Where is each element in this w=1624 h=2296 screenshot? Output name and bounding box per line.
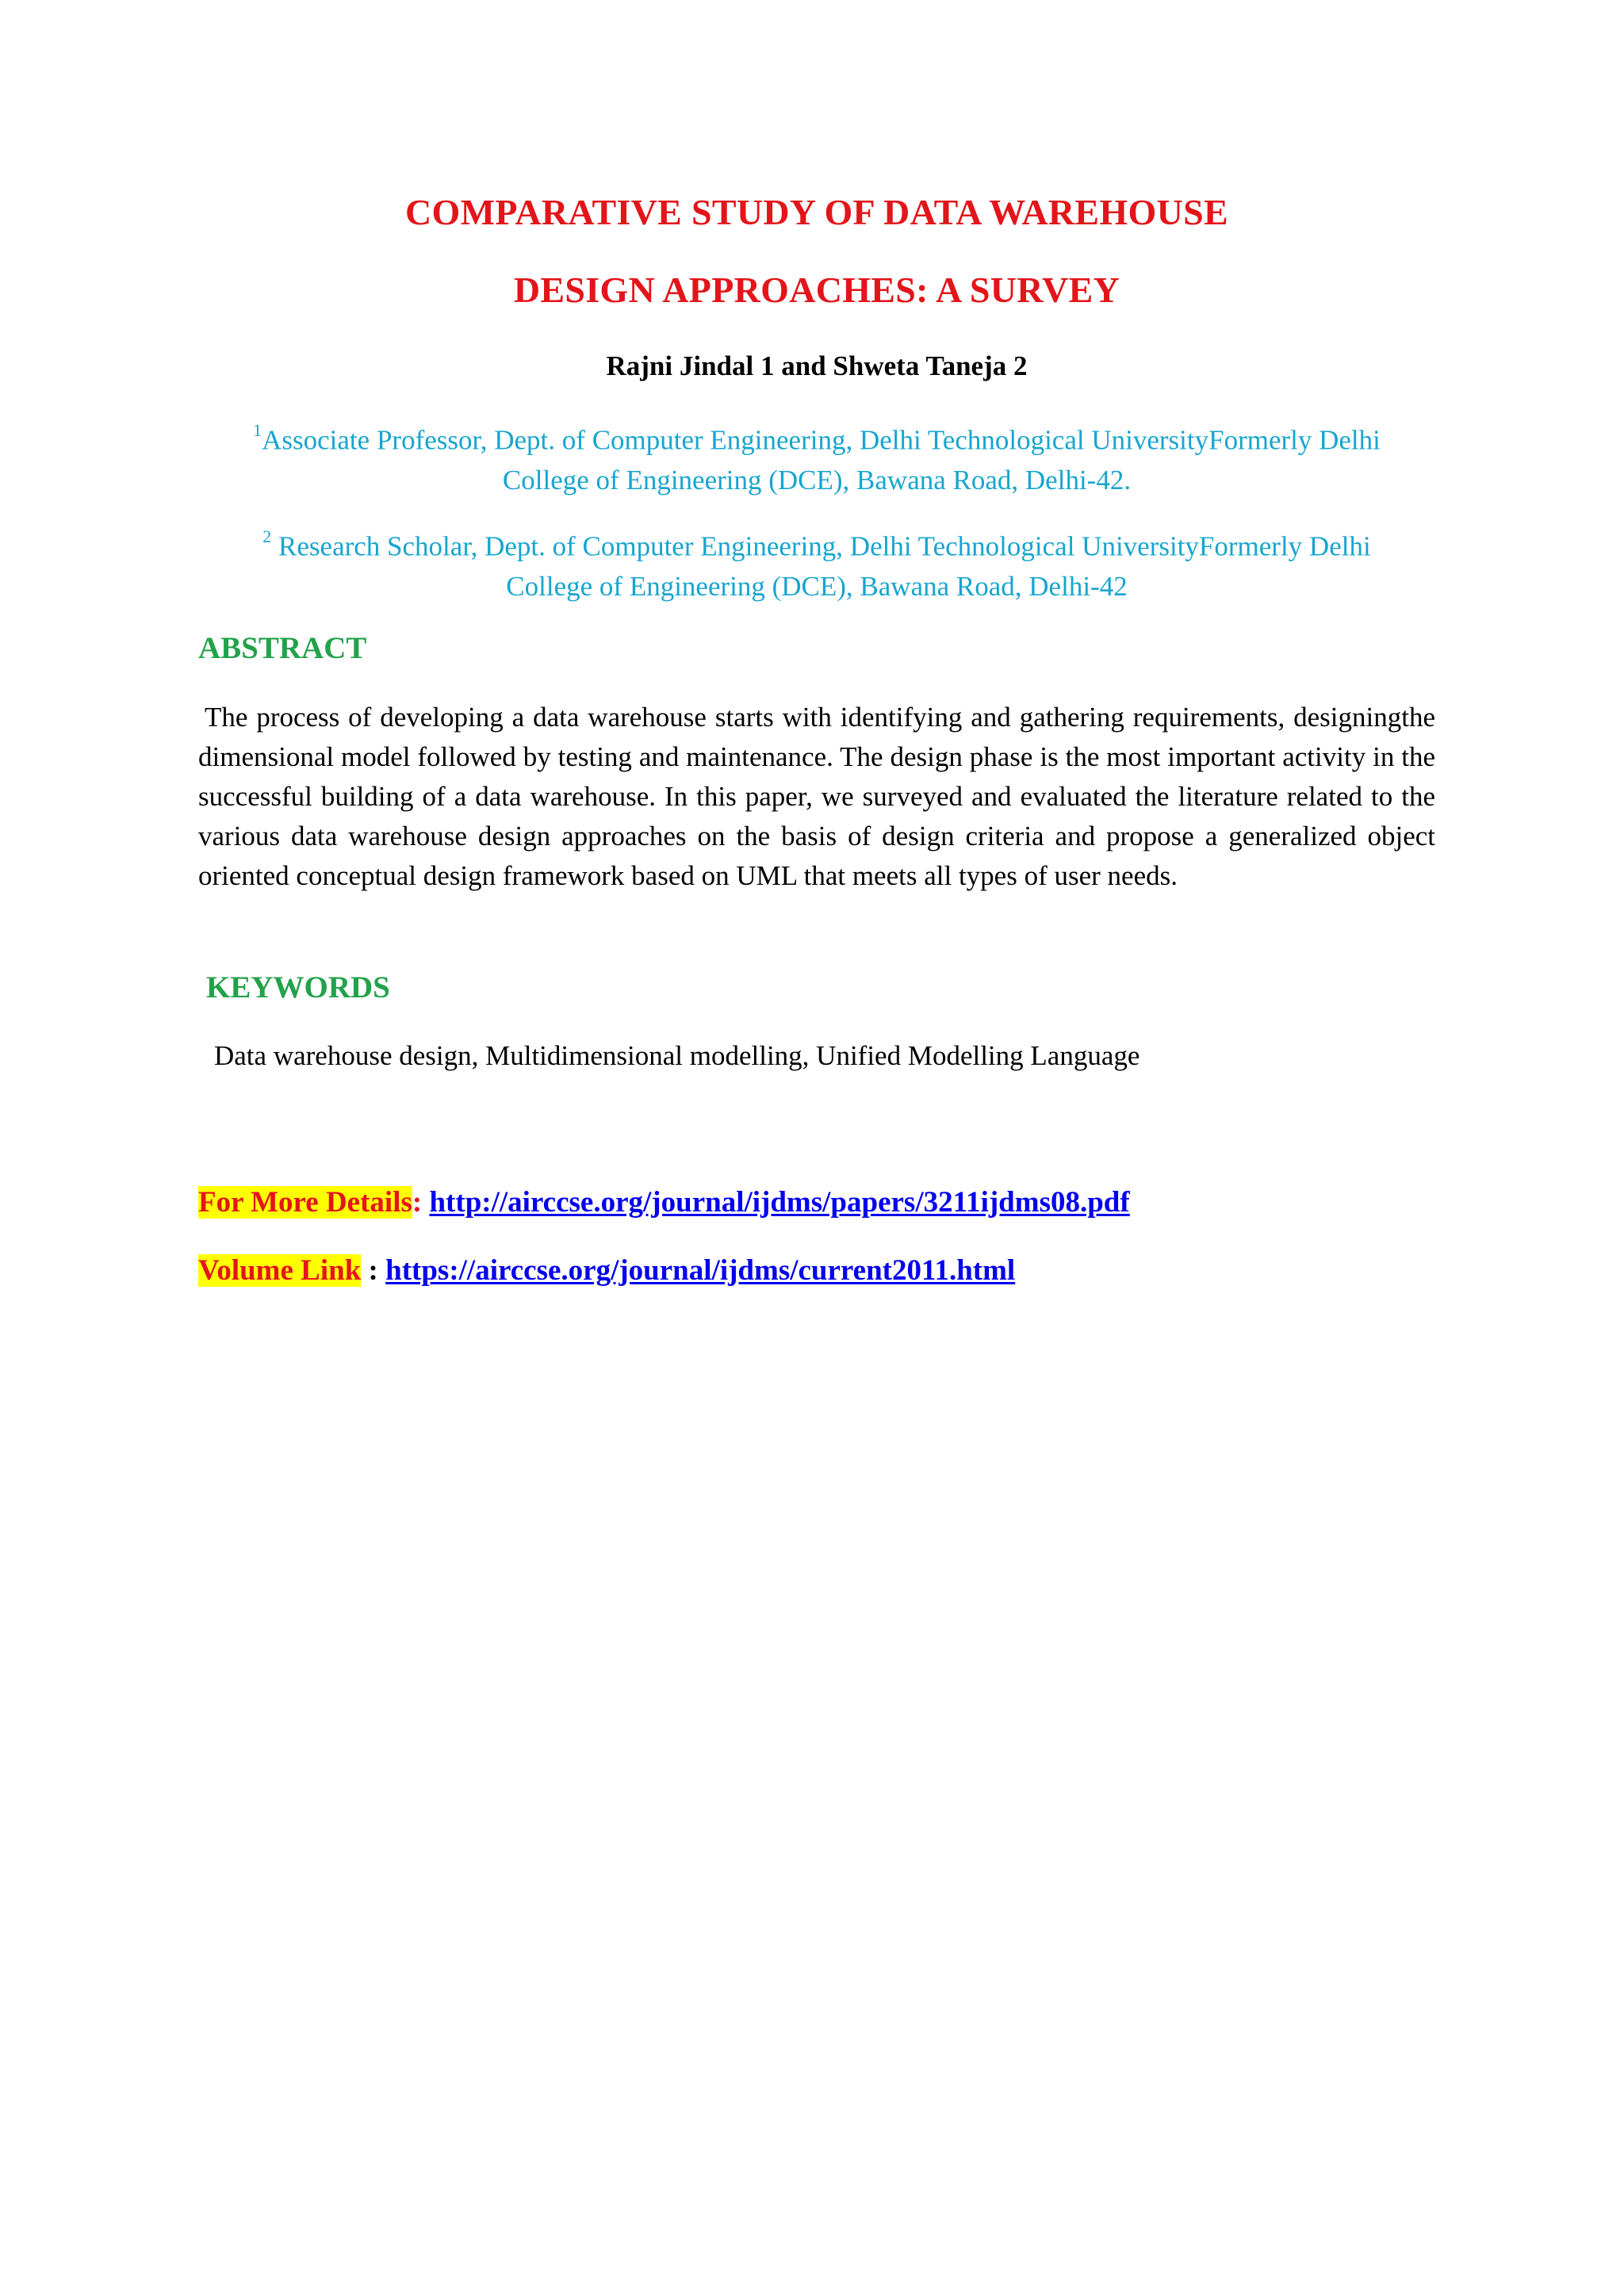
affiliation-2-line-1: Research Scholar, Dept. of Computer Engineering, Delhi Technological UniversityFormerly Delhi [271,530,1371,562]
more-details-link[interactable]: http://airccse.org/journal/ijdms/papers/3211ijdms08.pdf [429,1186,1130,1219]
affiliation-1 [198,414,1435,500]
affiliation-2-marker: 2 [262,526,272,546]
affiliation-2-line-2: College of Engineering (DCE), Bawana Road, Delhi-42 [506,570,1128,602]
volume-link-separator: : [361,1254,386,1287]
volume-link-label: Volume Link [198,1254,362,1287]
abstract-heading: ABSTRACT [198,631,367,665]
affiliation-1-marker: 1 [253,420,262,440]
affiliation-2 [198,520,1435,607]
affiliation-1-line-2: College of Engineering (DCE), Bawana Road, Delhi-42. [502,464,1132,496]
paper-authors: Rajni Jindal 1 and Shweta Taneja 2 [606,350,1028,381]
more-details-separator: : [412,1186,430,1219]
keywords-text: Data warehouse design, Multidimensional modelling, Unified Modelling Language [214,1040,1140,1071]
volume-link[interactable]: https://airccse.org/journal/ijdms/current2011.html [385,1254,1016,1287]
abstract-text: The process of developing a data warehouse starts with identifying and gathering requirements, designingthe dimensional model followed by testing and maintenance. The design phase is the most important activity in the successful building of a data warehouse. In this paper, we surveyed and evaluated the literature related to the various data warehouse design approaches on the basis of design criteria and propose a generalized object oriented conceptual design framework based on UML that meets all types of user needs. [198,702,1435,891]
more-details-line [198,1183,1130,1223]
more-details-label: For More Details [198,1186,412,1219]
paper-title-line-2: DESIGN APPROACHES: A SURVEY [513,270,1120,310]
volume-link-line [198,1251,1015,1291]
affiliation-1-line-1: Associate Professor, Dept. of Computer Engineering, Delhi Technological UniversityFormerly Delhi [262,424,1381,456]
keywords-heading: KEYWORDS [206,970,390,1004]
paper-title-line-1: COMPARATIVE STUDY OF DATA WAREHOUSE [405,192,1228,232]
